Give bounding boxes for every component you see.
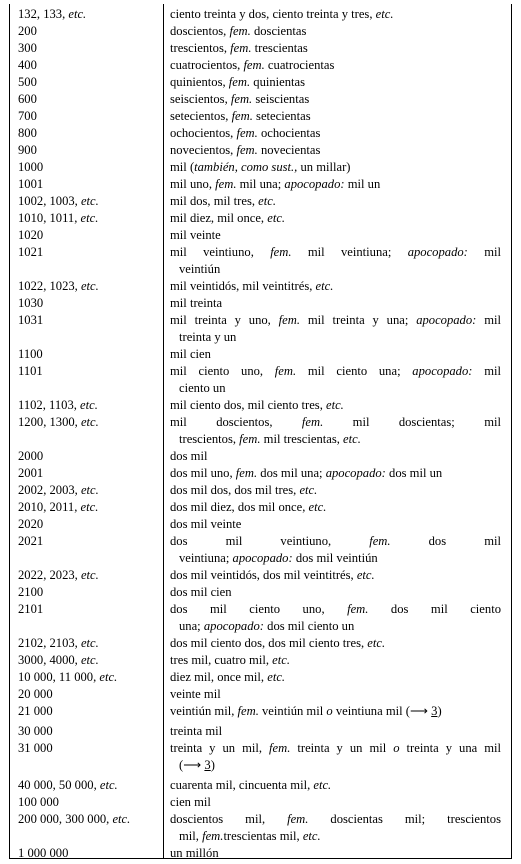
numeral-cell: 1021 <box>18 245 44 259</box>
text-line: mil diez, mil once, etc. <box>170 211 286 225</box>
numeral-cell: 40 000, 50 000, etc. <box>18 778 118 792</box>
spelled-out-cell <box>170 686 501 703</box>
spelled-out-cell <box>170 794 501 811</box>
text-line: mil (también, como sust., un millar) <box>170 160 351 174</box>
text-line: mil treinta <box>170 296 223 310</box>
spelled-out-cell <box>170 584 501 601</box>
numeral-cell: 1200, 1300, etc. <box>18 415 99 429</box>
numeral-cell: 20 000 <box>18 687 53 701</box>
text-line: doscientos, fem. doscientas <box>170 24 307 38</box>
numeral-cell: 31 000 <box>18 741 53 755</box>
spelled-out-cell <box>170 57 501 74</box>
numeral-cell: 1010, 1011, etc. <box>18 211 99 225</box>
text-line: mil cien <box>170 347 211 361</box>
spelled-out-cell <box>170 777 501 794</box>
numeral-cell: 10 000, 11 000, etc. <box>18 670 118 684</box>
text-line: mil uno, fem. mil una; apocopado: mil un <box>170 177 381 191</box>
text-line: mil ciento uno, fem. mil ciento una; apocopado: mil <box>170 364 501 378</box>
numeral-cell: 200 000, 300 000, etc. <box>18 812 131 826</box>
text-line: dos mil ciento uno, fem. dos mil ciento <box>170 602 501 616</box>
numeral-cell: 700 <box>18 109 37 123</box>
spelled-out-cell <box>170 397 501 414</box>
spelled-out-cell <box>170 23 501 40</box>
numeral-cell: 1001 <box>18 177 44 191</box>
numeral-cell: 1020 <box>18 228 44 242</box>
spelled-out-cell <box>170 363 501 397</box>
text-line: doscientos mil, fem. doscientas mil; trescientos <box>170 812 502 826</box>
text-line: cuarenta mil, cincuenta mil, etc. <box>170 778 332 792</box>
text-line: dos mil diez, dos mil once, etc. <box>170 500 327 514</box>
text-line: veinte mil <box>170 687 221 701</box>
numeral-cell: 1022, 1023, etc. <box>18 279 99 293</box>
text-continuation: veintiuna; apocopado: dos mil veintiún <box>179 551 378 565</box>
numeral-cell: 100 000 <box>18 795 59 809</box>
text-line: un millón <box>170 846 219 860</box>
text-line: mil treinta y uno, fem. mil treinta y una; apocopado: mil <box>170 313 501 327</box>
text-line: dos mil veintidós, dos mil veintitrés, etc. <box>170 568 375 582</box>
text-line: dos mil ciento dos, dos mil ciento tres, etc. <box>170 636 386 650</box>
numeral-cell: 1000 <box>18 160 44 174</box>
spelled-out-cell <box>170 669 501 686</box>
text-line: mil veinte <box>170 228 221 242</box>
text-line: dos mil veintiuno, fem. dos mil <box>170 534 501 548</box>
numeral-cell: 1 000 000 <box>18 846 69 860</box>
text-line: novecientos, fem. novecientas <box>170 143 321 157</box>
spelled-out-cell <box>170 312 501 346</box>
spelled-out-cell <box>170 142 501 159</box>
text-line: trescientos, fem. trescientas <box>170 41 308 55</box>
spelled-out-cell <box>170 635 501 652</box>
numeral-cell: 1002, 1003, etc. <box>18 194 99 208</box>
text-line: quinientos, fem. quinientas <box>170 75 306 89</box>
text-line: diez mil, once mil, etc. <box>170 670 286 684</box>
numeral-cell: 2100 <box>18 585 44 599</box>
numeral-cell: 2001 <box>18 466 44 480</box>
numeral-cell: 800 <box>18 126 37 140</box>
numeral-cell: 2101 <box>18 602 44 616</box>
spelled-out-cell <box>170 244 501 278</box>
spelled-out-cell <box>170 601 501 635</box>
numeral-cell: 2021 <box>18 534 44 548</box>
text-line: mil dos, mil tres, etc. <box>170 194 276 208</box>
spelled-out-cell <box>170 811 501 845</box>
spelled-out-cell <box>170 227 501 244</box>
spelled-out-cell <box>170 723 501 740</box>
text-continuation: trescientos, fem. mil trescientas, etc. <box>179 432 361 446</box>
spelled-out-cell <box>170 176 501 193</box>
numeral-cell: 200 <box>18 24 37 38</box>
text-line: ochocientos, fem. ochocientas <box>170 126 321 140</box>
spelled-out-cell <box>170 295 501 312</box>
numeral-cell: 900 <box>18 143 37 157</box>
spelled-out-cell <box>170 346 501 363</box>
numeral-cell: 132, 133, etc. <box>18 7 87 21</box>
text-line: dos mil dos, dos mil tres, etc. <box>170 483 318 497</box>
spelled-out-cell <box>170 414 501 448</box>
numeral-cell: 400 <box>18 58 37 72</box>
numeral-cell: 2000 <box>18 449 44 463</box>
numeral-cell: 21 000 <box>18 704 53 718</box>
spelled-out-cell <box>170 516 501 533</box>
text-line: mil ciento dos, mil ciento tres, etc. <box>170 398 344 412</box>
text-line: mil veintidós, mil veintitrés, etc. <box>170 279 334 293</box>
spelled-out-cell <box>170 499 501 516</box>
numeral-cell: 1101 <box>18 364 43 378</box>
spelled-out-cell <box>170 448 501 465</box>
text-line: dos mil veinte <box>170 517 242 531</box>
column-divider <box>163 4 164 858</box>
spelled-out-cell <box>170 567 501 584</box>
text-continuation: ciento un <box>179 381 226 395</box>
numeral-cell: 2002, 2003, etc. <box>18 483 99 497</box>
text-line: mil veintiuno, fem. mil veintiuna; apocopado: mil <box>170 245 502 259</box>
text-line: cuatrocientos, fem. cuatrocientas <box>170 58 335 72</box>
numeral-cell: 600 <box>18 92 37 106</box>
spelled-out-cell <box>170 278 501 295</box>
numeral-cell: 2102, 2103, etc. <box>18 636 99 650</box>
text-line: veintiún mil, fem. veintiún mil o veintiuna mil (⟶ 3) <box>170 704 442 718</box>
text-continuation: mil, fem.trescientas mil, etc. <box>179 829 321 843</box>
numeral-cell: 2022, 2023, etc. <box>18 568 99 582</box>
numeral-cell: 30 000 <box>18 724 53 738</box>
numeral-cell: 1100 <box>18 347 43 361</box>
text-line: ciento treinta y dos, ciento treinta y tres, etc. <box>170 7 394 21</box>
spelled-out-cell <box>170 193 501 210</box>
text-line: mil doscientos, fem. mil doscientas; mil <box>170 415 501 429</box>
spelled-out-cell <box>170 125 501 142</box>
text-continuation: una; apocopado: dos mil ciento un <box>179 619 355 633</box>
spelled-out-cell <box>170 91 501 108</box>
spelled-out-cell <box>170 533 501 567</box>
spelled-out-cell <box>170 465 501 482</box>
numeral-cell: 1102, 1103, etc. <box>18 398 98 412</box>
numeral-cell: 1030 <box>18 296 44 310</box>
text-line: tres mil, cuatro mil, etc. <box>170 653 290 667</box>
spelled-out-cell <box>170 159 501 176</box>
text-line: dos mil <box>170 449 208 463</box>
spelled-out-cell <box>170 210 501 227</box>
text-line: dos mil cien <box>170 585 232 599</box>
numeral-cell: 2020 <box>18 517 44 531</box>
numeral-cell: 2010, 2011, etc. <box>18 500 99 514</box>
numeral-cell: 500 <box>18 75 37 89</box>
spelled-out-cell <box>170 652 501 669</box>
numeral-table <box>9 4 512 859</box>
text-line: dos mil uno, fem. dos mil una; apocopado: dos mil un <box>170 466 443 480</box>
text-line: treinta mil <box>170 724 223 738</box>
spelled-out-cell <box>170 482 501 499</box>
spelled-out-cell <box>170 740 501 774</box>
text-continuation: veintiún <box>179 262 221 276</box>
text-line: treinta y un mil, fem. treinta y un mil o treinta y una mil <box>170 741 502 755</box>
numeral-cell: 300 <box>18 41 37 55</box>
spelled-out-cell <box>170 845 501 862</box>
spelled-out-cell <box>170 74 501 91</box>
spelled-out-cell <box>170 40 501 57</box>
spelled-out-cell <box>170 703 501 720</box>
text-line: seiscientos, fem. seiscientas <box>170 92 310 106</box>
text-continuation: treinta y un <box>179 330 237 344</box>
text-continuation: (⟶ 3) <box>179 758 215 772</box>
spelled-out-cell <box>170 108 501 125</box>
numeral-cell: 3000, 4000, etc. <box>18 653 99 667</box>
text-line: cien mil <box>170 795 211 809</box>
spelled-out-cell <box>170 6 501 23</box>
numeral-cell: 1031 <box>18 313 44 327</box>
text-line: setecientos, fem. setecientas <box>170 109 311 123</box>
